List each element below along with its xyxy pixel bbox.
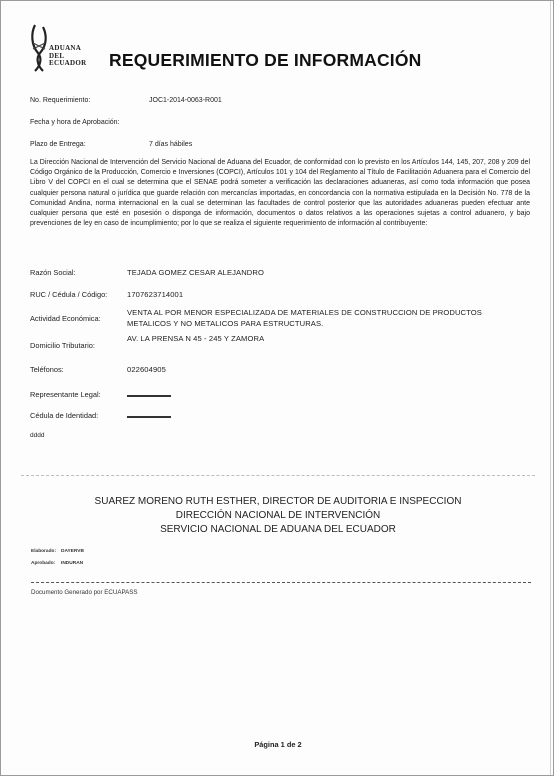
numero-label: No. Requerimiento: <box>30 97 91 104</box>
aprobado-value: INDURAN <box>61 561 84 566</box>
numero-value: JOC1-2014-0063-R001 <box>149 97 222 104</box>
page-edge <box>550 1 551 775</box>
actividad-value-2: METALICOS Y NO METALICOS PARA ESTRUCTURAS. <box>127 319 324 328</box>
logo-text: ADUANA DEL ECUADOR <box>49 44 87 67</box>
direccion-line: DIRECCIÓN NACIONAL DE INTERVENCIÓN <box>175 510 381 521</box>
section-divider <box>21 475 535 476</box>
actividad-value-1: VENTA AL POR MENOR ESPECIALIZADA DE MATERIALES DE CONSTRUCCION DE PRODUCTOS <box>127 308 482 317</box>
razon-social-value: TEJADA GOMEZ CESAR ALEJANDRO <box>127 268 264 277</box>
aduana-emblem-icon <box>29 23 51 73</box>
cedula-label: Cédula de Identidad: <box>30 411 99 420</box>
actividad-label: Actividad Económica: <box>30 314 101 323</box>
ruc-value: 1707623714001 <box>127 290 184 299</box>
plazo-value: 7 días hábiles <box>149 141 193 148</box>
document-title: REQUERIMIENTO DE INFORMACIÓN <box>109 50 422 70</box>
servicio-line: SERVICIO NACIONAL DE ADUANA DEL ECUADOR <box>160 524 396 535</box>
elaborado-label: Elaborado: <box>31 549 57 554</box>
extra-text: dddd <box>30 432 45 439</box>
aprobado-label: Aprobado: <box>31 561 56 566</box>
razon-social-label: Razón Social: <box>30 268 76 277</box>
ruc-label: RUC / Cédula / Código: <box>30 290 108 299</box>
aduana-logo <box>29 23 99 75</box>
documento-generado: Documento Generado por ECUAPASS <box>31 589 138 596</box>
telefonos-value: 022604905 <box>127 365 166 374</box>
legal-paragraph: La Dirección Nacional de Intervención del Servicio Nacional de Aduana del Ecuador, de conformidad con lo previsto en los Artículos 144, 145, 207, 208 y 209 del Código Orgánico de la Producción, Comercio e Inversiones (COPCI), Artículos 101 y 104 del Reglamento al Título de Facilitación Aduanera para el Comercio del Libro V del COPCI en el cual se determina que el SENAE podrá someter a verificación las declaraciones aduaneras, así como toda información que posea cualquier persona natural o jurídica que guarde relación con mercancías importadas, en concordancia con la normativa estipulada en la Decisión No. 778 de la Comunidad Andina, norma internacional en la cual se determinan las facultades de control posterior que las autoridades aduaneras pueden efectuar ante cualquier persona que esté en posesión o disponga de información, documentos o datos relativos a las operaciones sujetas a control aduanero, y bajo prevenciones de ley en caso de incumplimiento; por lo que se realiza el siguiente requerimiento de información al contribuyente: <box>30 159 530 228</box>
domicilio-value: AV. LA PRENSA N 45 - 245 Y ZAMORA <box>127 334 265 343</box>
elaborado-value: DAYERVB <box>61 549 84 554</box>
representante-label: Representante Legal: <box>30 390 101 399</box>
fecha-label: Fecha y hora de Aprobación: <box>30 119 120 126</box>
telefonos-label: Teléfonos: <box>30 365 64 374</box>
page-number: Página 1 de 2 <box>254 740 302 749</box>
footer-divider <box>31 582 531 583</box>
domicilio-label: Domicilio Tributario: <box>30 341 95 350</box>
firmante-line: SUAREZ MORENO RUTH ESTHER, DIRECTOR DE AUDITORIA E INSPECCION <box>94 496 462 507</box>
representante-blank <box>127 395 171 397</box>
plazo-label: Plazo de Entrega: <box>30 141 86 148</box>
cedula-blank <box>127 416 171 418</box>
